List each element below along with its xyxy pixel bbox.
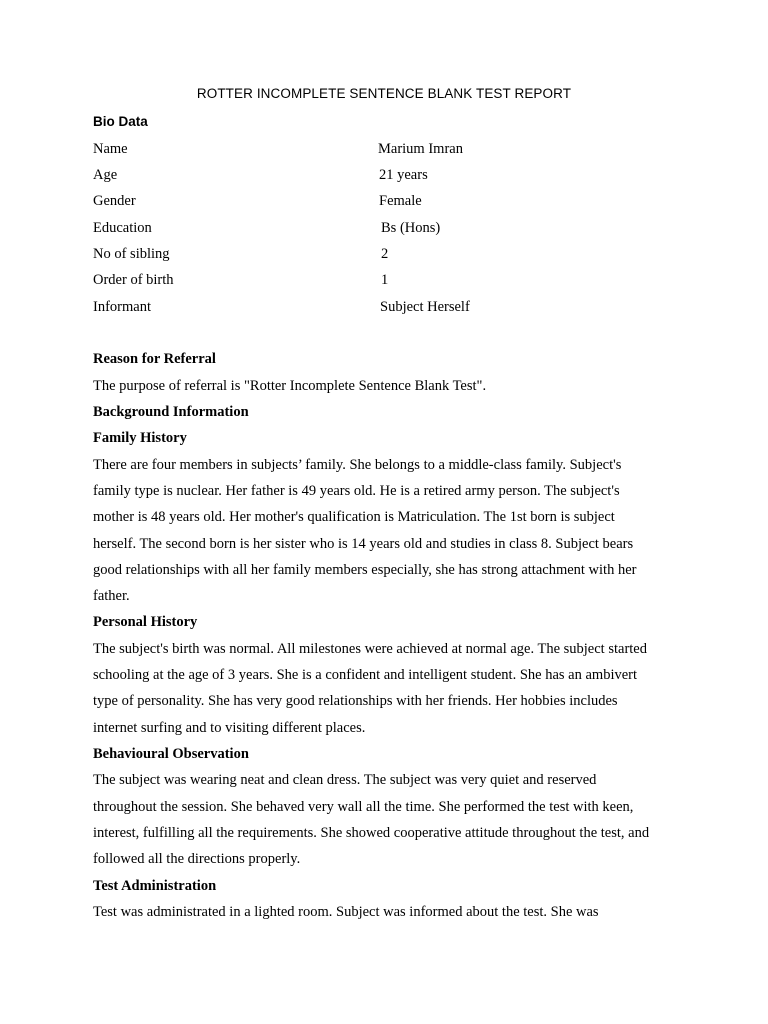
paragraph-line: The subject was wearing neat and clean dress. The subject was very quiet and reserved bbox=[93, 772, 597, 788]
paragraph-line: schooling at the age of 3 years. She is a confident and intelligent student. She has an ambivert bbox=[93, 667, 638, 683]
paragraph-line: interest, fulfilling all the requirements. She showed cooperative attitude throughout the test, and bbox=[93, 825, 650, 841]
bio-value: 1 bbox=[381, 272, 389, 288]
paragraph-line: There are four members in subjects’ family. She belongs to a middle-class family. Subject's bbox=[93, 457, 622, 473]
bio-label: Name bbox=[93, 141, 128, 157]
bio-row-siblings bbox=[93, 246, 693, 268]
bio-label: No of sibling bbox=[93, 246, 170, 262]
paragraph-line: mother is 48 years old. Her mother's qualification is Matriculation. The 1st born is subject bbox=[93, 509, 615, 525]
bio-row-birth-order bbox=[93, 272, 693, 294]
bio-value: 21 years bbox=[379, 167, 428, 183]
paragraph-line: type of personality. She has very good relationships with her friends. Her hobbies includes bbox=[93, 693, 618, 709]
reason-for-referral-heading: Reason for Referral bbox=[93, 351, 216, 367]
paragraph-line: The subject's birth was normal. All milestones were achieved at normal age. The subject started bbox=[93, 641, 647, 657]
bio-value: 2 bbox=[381, 246, 389, 262]
bio-label: Gender bbox=[93, 193, 136, 209]
bio-row-name bbox=[93, 141, 693, 163]
background-information-heading: Background Information bbox=[93, 404, 249, 420]
paragraph-line: father. bbox=[93, 588, 130, 604]
bio-label: Informant bbox=[93, 299, 151, 315]
bio-row-education bbox=[93, 220, 693, 242]
bio-value: Marium Imran bbox=[378, 141, 463, 157]
paragraph-line: Test was administrated in a lighted room. Subject was informed about the test. She was bbox=[93, 904, 599, 920]
bio-label: Age bbox=[93, 167, 118, 183]
paragraph-line: family type is nuclear. Her father is 49 years old. He is a retired army person. The subject's bbox=[93, 483, 620, 499]
bio-label: Order of birth bbox=[93, 272, 174, 288]
paragraph-line: followed all the directions properly. bbox=[93, 851, 301, 867]
bio-row-informant bbox=[93, 299, 693, 321]
paragraph-line: The purpose of referral is "Rotter Incomplete Sentence Blank Test". bbox=[93, 378, 487, 394]
paragraph-line: throughout the session. She behaved very wall all the time. She performed the test with keen, bbox=[93, 799, 634, 815]
paragraph-line: herself. The second born is her sister who is 14 years old and studies in class 8. Subject bears bbox=[93, 536, 634, 552]
paragraph-line: good relationships with all her family members especially, she has strong attachment with her bbox=[93, 562, 637, 578]
report-title: ROTTER INCOMPLETE SENTENCE BLANK TEST REPORT bbox=[196, 86, 572, 101]
bio-data-heading: Bio Data bbox=[93, 114, 148, 129]
bio-value: Female bbox=[379, 193, 422, 209]
bio-row-age bbox=[93, 167, 693, 189]
family-history-heading: Family History bbox=[93, 430, 187, 446]
test-administration-heading: Test Administration bbox=[93, 878, 217, 894]
bio-value: Bs (Hons) bbox=[381, 220, 441, 236]
bio-value: Subject Herself bbox=[380, 299, 470, 315]
bio-row-gender bbox=[93, 193, 693, 215]
bio-label: Education bbox=[93, 220, 152, 236]
behavioural-observation-heading: Behavioural Observation bbox=[93, 746, 249, 762]
paragraph-line: internet surfing and to visiting different places. bbox=[93, 720, 366, 736]
personal-history-heading: Personal History bbox=[93, 614, 198, 630]
